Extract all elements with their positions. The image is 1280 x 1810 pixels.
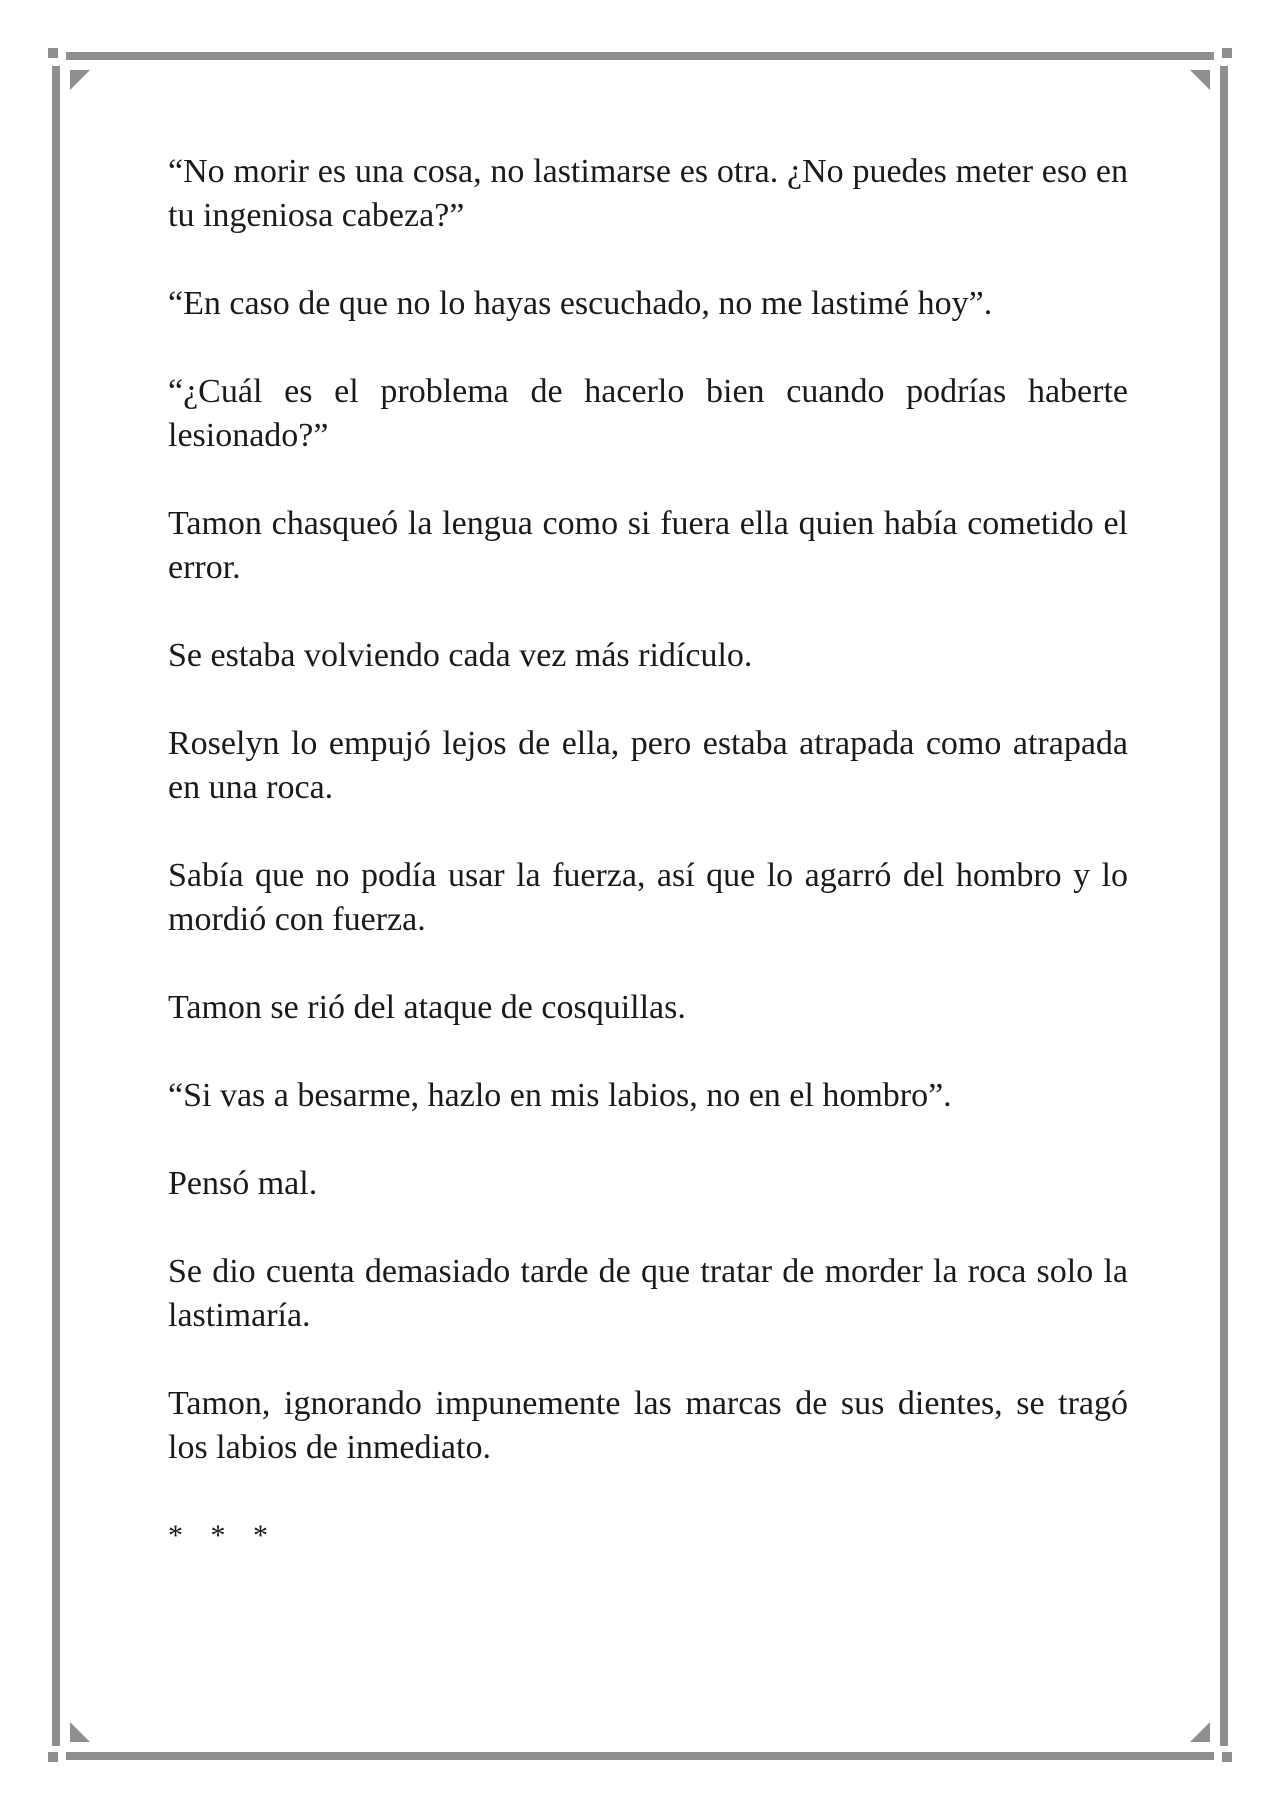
paragraph: Tamon chasqueó la lengua como si fuera ella quien había cometido el error. bbox=[168, 505, 1128, 586]
paragraph: Tamon se rió del ataque de cosquillas. bbox=[168, 989, 686, 1026]
corner-triangle-top-left bbox=[70, 70, 90, 90]
paragraph: Sabía que no podía usar la fuerza, así que lo agarró del hombro y lo mordió con fuerza. bbox=[168, 857, 1128, 938]
frame-top-border bbox=[66, 52, 1214, 60]
paragraph: Se estaba volviendo cada vez más ridículo. bbox=[168, 637, 753, 674]
paragraph: “No morir es una cosa, no lastimarse es otra. ¿No puedes meter eso en tu ingeniosa cabeza?” bbox=[168, 153, 1128, 234]
frame-bottom-border bbox=[66, 1752, 1214, 1760]
scene-separator: * * * bbox=[168, 1519, 278, 1552]
paragraph: Pensó mal. bbox=[168, 1165, 318, 1202]
corner-ornament-top-left bbox=[48, 48, 58, 58]
paragraph: “En caso de que no lo hayas escuchado, no me lastimé hoy”. bbox=[168, 285, 993, 322]
frame-right-border bbox=[1220, 66, 1228, 1746]
corner-triangle-top-right bbox=[1190, 70, 1210, 90]
corner-triangle-bottom-right bbox=[1190, 1722, 1210, 1742]
paragraph: “Si vas a besarme, hazlo en mis labios, no en el hombro”. bbox=[168, 1077, 952, 1114]
paragraph: “¿Cuál es el problema de hacerlo bien cuando podrías haberte lesionado?” bbox=[168, 373, 1128, 454]
corner-ornament-bottom-left bbox=[48, 1752, 58, 1762]
corner-ornament-top-right bbox=[1222, 48, 1232, 58]
paragraph: Roselyn lo empujó lejos de ella, pero estaba atrapada como atrapada en una roca. bbox=[168, 725, 1128, 806]
corner-triangle-bottom-left bbox=[70, 1722, 90, 1742]
paragraph: Se dio cuenta demasiado tarde de que tratar de morder la roca solo la lastimaría. bbox=[168, 1253, 1128, 1334]
frame-left-border bbox=[52, 66, 60, 1746]
corner-ornament-bottom-right bbox=[1222, 1752, 1232, 1762]
page-body-text bbox=[168, 150, 1128, 1602]
paragraph: Tamon, ignorando impunemente las marcas de sus dientes, se tragó los labios de inmediato. bbox=[168, 1385, 1128, 1466]
